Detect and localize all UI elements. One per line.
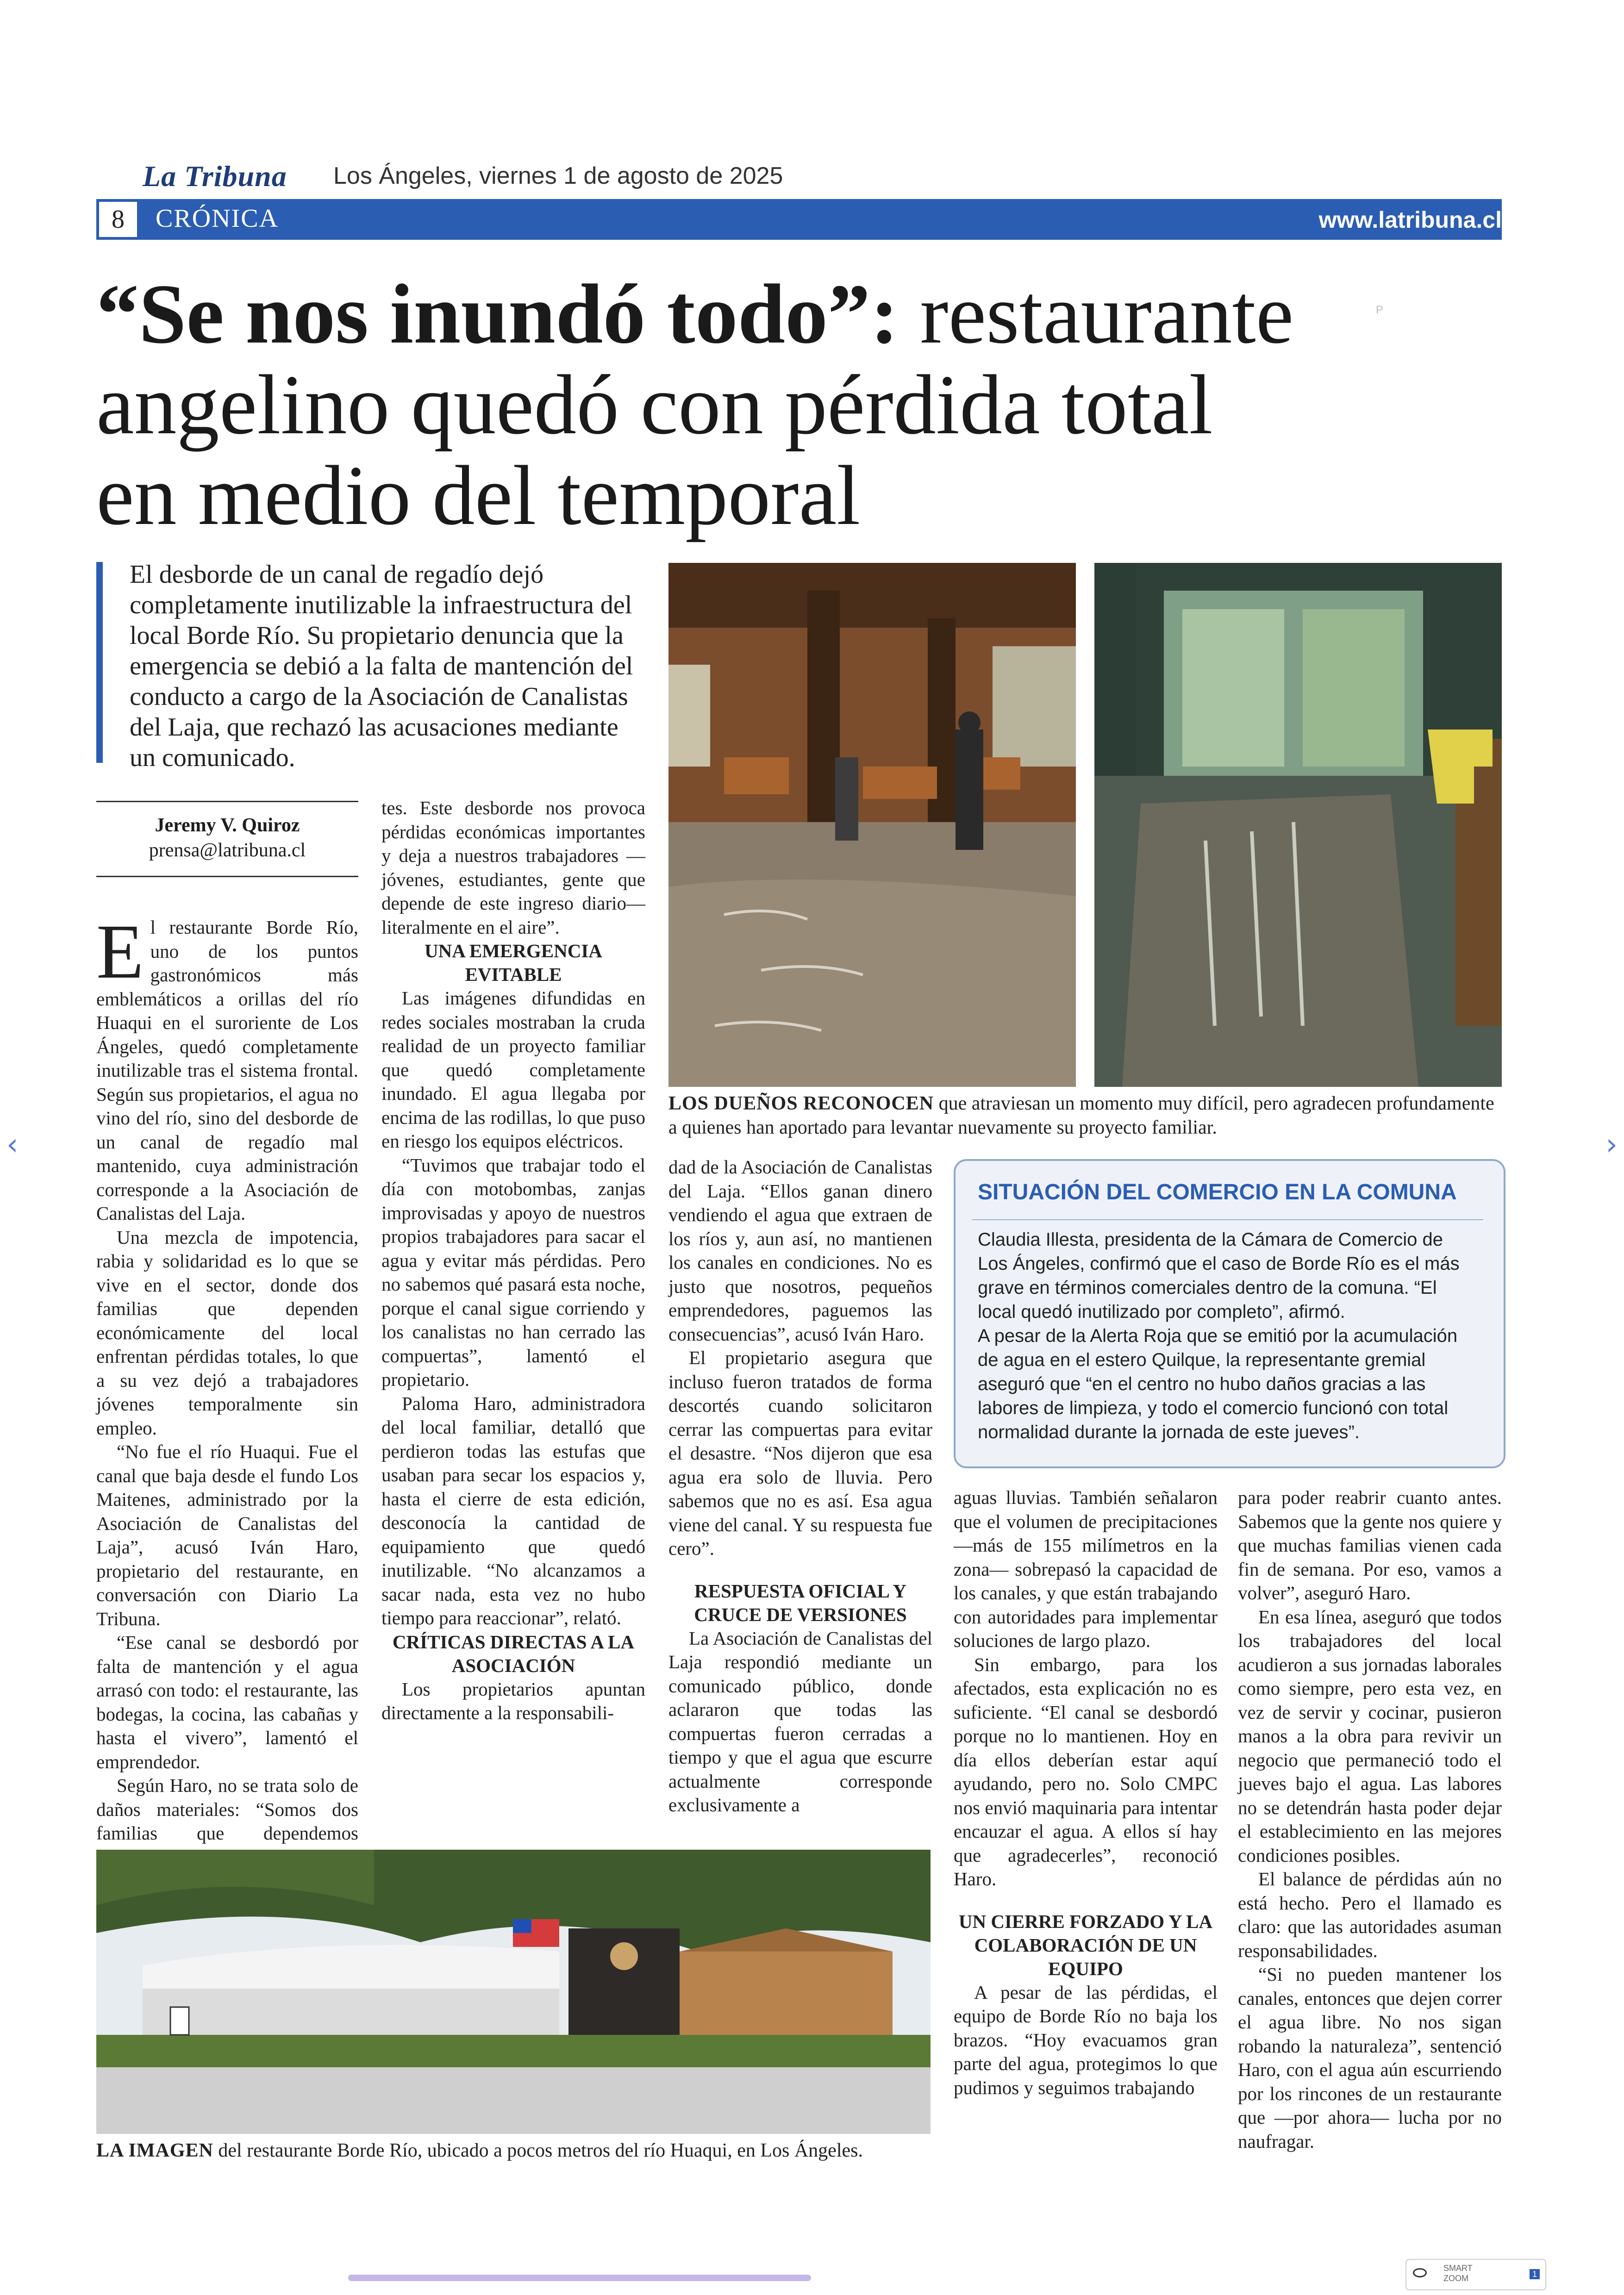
lead-accent-bar xyxy=(96,562,103,763)
article-paragraph: La Asociación de Canalistas del Laja respondió mediante un comunicado público, donde aclararon que todas las compuertas fueron cerradas a tiempo y que el agua que escurre actualmente corresponde exclusivamente a xyxy=(668,1627,932,1815)
top-photo-caption-text: que atraviesan un momento muy difícil, pero agradecen profundamente a quienes han aportado para levantar nuevamente su proyecto familiar. xyxy=(668,1093,1494,1138)
article-paragraph: “Ese canal se desbordó por falta de mantención y el agua arrasó con todo: el restaurante, las bodegas, la cocina, las cabañas y hasta el vivero”, lamentó el emprendedor. xyxy=(96,1632,358,1772)
byline xyxy=(96,813,358,863)
article-paragraph: Según Haro, no se trata solo de daños materiales: “Somos dos familias que dependemos xyxy=(96,1775,358,1844)
section-name: CRÓNICA xyxy=(156,204,279,233)
next-page-arrow-icon[interactable]: › xyxy=(1605,1128,1618,1162)
eye-icon xyxy=(1413,2268,1427,2277)
subheading: CRÍTICAS DIRECTAS A LA ASOCIACIÓN xyxy=(392,1631,635,1676)
article-paragraph: En esa línea, aseguró que todos los trabajadores del local acudieron a sus jornadas laborales como siempre, pero esta vez, en vez de servir y cocinar, pusieron manos a la obra para revivir un negocio que permaneció todo el jueves bajo el agua. Las labores no se detendrán hasta poder dejar el establecimiento en las mejores condiciones posibles. xyxy=(1238,1606,1502,1866)
page-number: 8 xyxy=(99,202,137,237)
top-photo-caption xyxy=(668,1091,1502,1140)
article-paragraph: “Tuvimos que trabajar todo el día con motobombas, zanjas improvisadas y apoyo de nuestros propios trabajadores para sacar el agua y evitar más pérdidas. Pero no sabemos qué pasará esta noche, porque el canal sigue corriendo y los canalistas no han cerrado las compuertas”, lamentó el propietario. xyxy=(381,1154,645,1390)
sidebar-paragraph: Claudia Illesta, presidenta de la Cámara de Comercio de Los Ángeles, confirmó que el caso de Borde Río es el más grave en términos comerciales dentro de la comuna. “El local quedó inutilizado por completo”, afirmó. xyxy=(978,1229,1460,1322)
article-paragraph: Sin embargo, para los afectados, esta explicación no es suficiente. “El canal se desbordó porque no lo mantienen. Hoy en día ellos deberían estar aquí ayudando, pero no. Solo CMPC nos envió maquinaria para intentar encauzar el agua. A ellos sí hay que agradecerles”, reconoció Haro. xyxy=(954,1653,1218,1890)
byline-author: Jeremy V. Quiroz xyxy=(155,815,300,836)
article-paragraph: para poder reabrir cuanto antes. Sabemos que la gente nos quiere y que muchas familias vienen cada fin de semana. Por eso, vamos a volver”, aseguró Haro. xyxy=(1238,1487,1502,1603)
article-column-4 xyxy=(954,1486,1218,2100)
previous-page-arrow-icon[interactable]: ‹ xyxy=(6,1128,19,1162)
small-marker: P xyxy=(1376,304,1384,316)
site-url[interactable]: www.latribuna.cl xyxy=(1318,207,1502,233)
top-photo-caption-bold: LOS DUEÑOS RECONOCEN xyxy=(668,1093,934,1114)
restaurant-exterior-image xyxy=(96,1850,931,2134)
paragraph-text: l restaurante Borde Río, uno de los puntos gastronómicos más emblemáticos a orillas del río Huaqui en el suroriente de Los Ángeles, quedó completamente inutilizable tras el sistema frontal. Según sus propietarios, el agua no vino del río, sino del desborde de un canal de regadío mal mantenido, cuya administración corresponde a la Asociación de Canalistas del Laja. xyxy=(96,917,358,1224)
zoom-label-line1: SMART xyxy=(1443,2264,1473,2273)
zoom-page-indicator: 1 xyxy=(1530,2269,1540,2279)
headline-line2: angelino quedó con pérdida total xyxy=(96,357,1213,452)
article-paragraph: dad de la Asociación de Canalistas del Laja. “Ellos ganan dinero vendiendo el agua que extraen de los ríos y, aun así, no mantienen los canales en condiciones. No es justo que nosotros, pequeños emprendedores, paguemos las consecuencias”, acusó Iván Haro. xyxy=(668,1156,932,1345)
horizontal-scrollbar[interactable] xyxy=(348,2275,811,2281)
section-bar xyxy=(96,199,1502,240)
issue-date: Los Ángeles, viernes 1 de agosto de 2025 xyxy=(333,162,783,189)
article-paragraph: Paloma Haro, administradora del local familiar, detalló que perdieron todas las estufas que usaban para secar los espacios y, hasta el cierre de esta edición, desconocía la cantidad de equipamiento que quedó inutilizable. “No alcanzamos a sacar nada, esta vez no hubo tiempo para reaccionar”, relató. xyxy=(381,1392,645,1628)
article-paragraph: “No fue el río Huaqui. Fue el canal que baja desde el fundo Los Maitenes, administrado por la Asociación de Canalistas del Laja”, acusó Iván Haro, propietario del restaurante, en conversación con Diario La Tribuna. xyxy=(96,1441,358,1629)
article-paragraph: tes. Este desborde nos provoca pérdidas económicas importantes y deja a nuestros trabajadores —jóvenes, estudiantes, gente que depende de este ingreso diario— literalmente en el aire”. xyxy=(381,797,645,938)
sidebar-paragraph: A pesar de la Alerta Roja que se emitió por la acumulación de agua en el estero Quilque, la representante gremial aseguró que “en el centro no hubo daños gracias a las labores de limpieza, y todo el comercio funcionó con total normalidad durante la jornada de este jueves”. xyxy=(978,1326,1458,1442)
headline-line1-rest: restaurante xyxy=(899,267,1294,361)
article-column-2 xyxy=(381,796,645,1725)
article-paragraph: A pesar de las pérdidas, el equipo de Borde Río no baja los brazos. “Hoy evacuamos gran parte del agua, protegimos lo que pudimos y seguimos trabajando xyxy=(954,1981,1218,2098)
article-column-5 xyxy=(1238,1486,1502,2153)
photo-flooded-floor xyxy=(1094,563,1502,1087)
photo-flooded-dining-room xyxy=(668,563,1076,1087)
headline-quote: “Se nos inundó todo”: xyxy=(96,267,899,361)
subheading: UNA EMERGENCIA EVITABLE xyxy=(425,940,602,985)
sidebar-box-text xyxy=(978,1228,1478,1444)
article-paragraph: aguas lluvias. También señalaron que el volumen de precipitaciones —más de 155 milímetros en la zona— sobrepasó la capacidad de los canales, y que están trabajando con autoridades para implementar soluciones de largo plazo. xyxy=(954,1487,1218,1651)
headline xyxy=(96,268,1383,541)
smart-zoom-control[interactable] xyxy=(1405,2259,1546,2290)
bottom-photo-caption-text: del restaurante Borde Río, ubicado a pocos metros del río Huaqui, en Los Ángeles. xyxy=(213,2140,863,2161)
zoom-label-line2: ZOOM xyxy=(1443,2274,1468,2283)
photo-restaurant-exterior xyxy=(96,1850,931,2134)
article-column-1 xyxy=(96,909,358,1893)
article-paragraph: Una mezcla de impotencia, rabia y solidaridad es lo que se vive en el sector, donde dos familias que dependen económicamente del local enfrentan pérdidas totales, lo que a su vez dejó a trabajadores jóvenes temporalmente sin empleo. xyxy=(96,1226,358,1439)
newspaper-logo: La Tribuna xyxy=(143,160,287,193)
article-paragraph: El balance de pérdidas aún no está hecho. Pero el llamado es claro: que las autoridades asuman responsabilidades. xyxy=(1238,1868,1502,1961)
lead-paragraph: El desborde de un canal de regadío dejó completamente inutilizable la infraestructura del local Borde Río. Su propietario denuncia que la emergencia se debió a la falta de mantención del conducto a cargo de la Asociación de Canalistas del Laja, que rechazó las acusaciones mediante un comunicado. xyxy=(130,560,633,772)
article-paragraph xyxy=(96,909,358,1226)
article-paragraph: Los propietarios apuntan directamente a la responsabili- xyxy=(381,1678,645,1723)
bottom-photo-caption-bold: LA IMAGEN xyxy=(96,2140,213,2161)
sidebar-box-rule xyxy=(972,1219,1483,1220)
bottom-photo-caption xyxy=(96,2139,931,2163)
byline-email[interactable]: prensa@latribuna.cl xyxy=(149,840,306,861)
flooded-floor-image xyxy=(1094,563,1502,1087)
article-paragraph: “Si no pueden mantener los canales, entonces que dejen correr el agua libre. No nos sigan robando la naturaleza”, sentenció Haro, con el agua aún escurriendo por los rincones de un restaurante que —por ahora— lucha por no naufragar. xyxy=(1238,1964,1502,2152)
byline-bottom-rule xyxy=(96,876,358,877)
flooded-dining-room-image xyxy=(668,563,1076,1087)
subheading: RESPUESTA OFICIAL Y CRUCE DE VERSIONES xyxy=(694,1580,907,1625)
article-paragraph: Las imágenes difundidas en redes sociales mostraban la cruda realidad de un proyecto familiar que quedó completamente inundado. El agua llegaba por encima de las rodillas, lo que puso en riesgo los equipos eléctricos. xyxy=(381,987,645,1152)
article-paragraph: El propietario asegura que incluso fueron tratados de forma descortés cuando solicitaron cerrar las compuertas para evitar el desastre. “Nos dijeron que esa agua era solo de lluvia. Pero sabemos que no es así. Esa agua viene del canal. Y su respuesta fue cero”. xyxy=(668,1347,932,1559)
subheading: UN CIERRE FORZADO Y LA COLABORACIÓN DE UN EQUIPO xyxy=(958,1910,1213,1979)
headline-line3: en medio del temporal xyxy=(96,448,861,543)
byline-top-rule xyxy=(96,801,358,802)
article-column-3 xyxy=(668,1155,932,1817)
sidebar-box-title: SITUACIÓN DEL COMERCIO EN LA COMUNA xyxy=(978,1180,1457,1204)
drop-cap: E xyxy=(96,909,144,995)
